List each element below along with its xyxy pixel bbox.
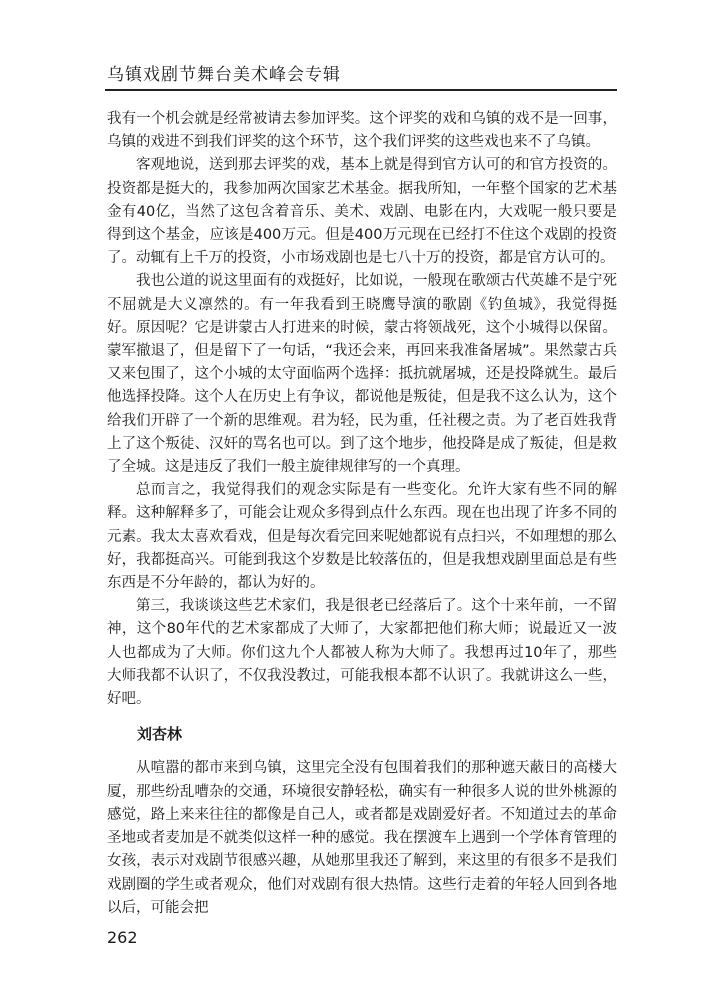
paragraph: 我也公道的说这里面有的戏挺好，比如说，一般现在歌颂古代英雄不是宁死不屈就是大义凛然的。有一年我看到王晓鹰导演的歌剧《钓鱼城》，我觉得挺好。原因呢？它是讲蒙古人打进来的时候，蒙古将领战死，这个小城得以保留。蒙军撤退了，但是留下了一句话，“我还会来，再回来我准备屠城”。果然蒙古兵又来包围了，这个小城的太守面临两个选择：抵抗就屠城，还是投降就生。最后他选择投降。这个人在历史上有争议，都说他是叛徒，但是我不这么认为，这个给我们开辟了一个新的思维观。君为轻，民为重，任社稷之责。为了老百姓我背上了这个叛徒、汉奸的骂名也可以。到了这个地步，他投降是成了叛徒，但是救了全城。这是违反了我们一般主旋律规律写的一个真理。: [107, 273, 617, 476]
page-number: 262: [107, 928, 138, 947]
paragraph: 我有一个机会就是经常被请去参加评奖。这个评奖的戏和乌镇的戏不是一回事，乌镇的戏进不到我们评奖的这个环节，这个我们评奖的这些戏也来不了乌镇。: [107, 111, 617, 151]
speaker-name: 刘杏林: [137, 725, 183, 744]
paragraph: 总而言之，我觉得我们的观念实际是有一些变化。允许大家有些不同的解释。这种解释多了，可能会让观众多得到点什么东西。现在也出现了许多不同的元素。我太太喜欢看戏，但是每次看完回来呢她都说有点扫兴，不如理想的那么好，我都挺高兴。可能到我这个岁数是比较落伍的，但是我想戏剧里面总是有些东西是不分年龄的，都认为好的。: [107, 482, 617, 592]
paragraph: 第三，我谈谈这些艺术家们，我是很老已经落后了。这个十来年前，一不留神，这个80年代的艺术家都成了大师了，大家都把他们称大师；说最近又一波人也都成为了大师。你们这九个人都被人称为大师了。我想再过10年了，那些大师我都不认识了，不仅我没教过，可能我根本都不认识了。我就讲这么一些，好吧。: [107, 598, 617, 708]
paragraph: 从喧嚣的都市来到乌镇，这里完全没有包围着我们的那种遮天蔽日的高楼大厦，那些纷乱嘈杂的交通，环境很安静轻松，确实有一种很多人说的世外桃源的感觉，路上来来往往的都像是自己人，或者都是戏剧爱好者。不知道过去的革命圣地或者麦加是不就类似这样一种的感觉。我在摆渡车上遇到一个学体育管理的女孩，表示对戏剧节很感兴趣，从她那里我还了解到，来这里的有很多不是我们戏剧圈的学生或者观众，他们对戏剧有很大热情。这些行走着的年轻人回到各地以后，可能会把: [107, 760, 617, 916]
body-text: [107, 108, 617, 920]
running-header: 乌镇戏剧节舞台美术峰会专辑: [107, 65, 341, 85]
header-rule: [105, 89, 617, 91]
paragraph: 客观地说，送到那去评奖的戏，基本上就是得到官方认可的和官方投资的。投资都是挺大的，我参加两次国家艺术基金。据我所知，一年整个国家的艺术基金有40亿，当然了这包含着音乐、美术、戏剧、电影在内，大戏呢一般只要是得到这个基金，应该是400万元。但是400万元现在已经打不住这个戏剧的投资了。动辄有上千万的投资，小市场戏剧也是七八十万的投资，都是官方认可的。: [107, 157, 617, 267]
